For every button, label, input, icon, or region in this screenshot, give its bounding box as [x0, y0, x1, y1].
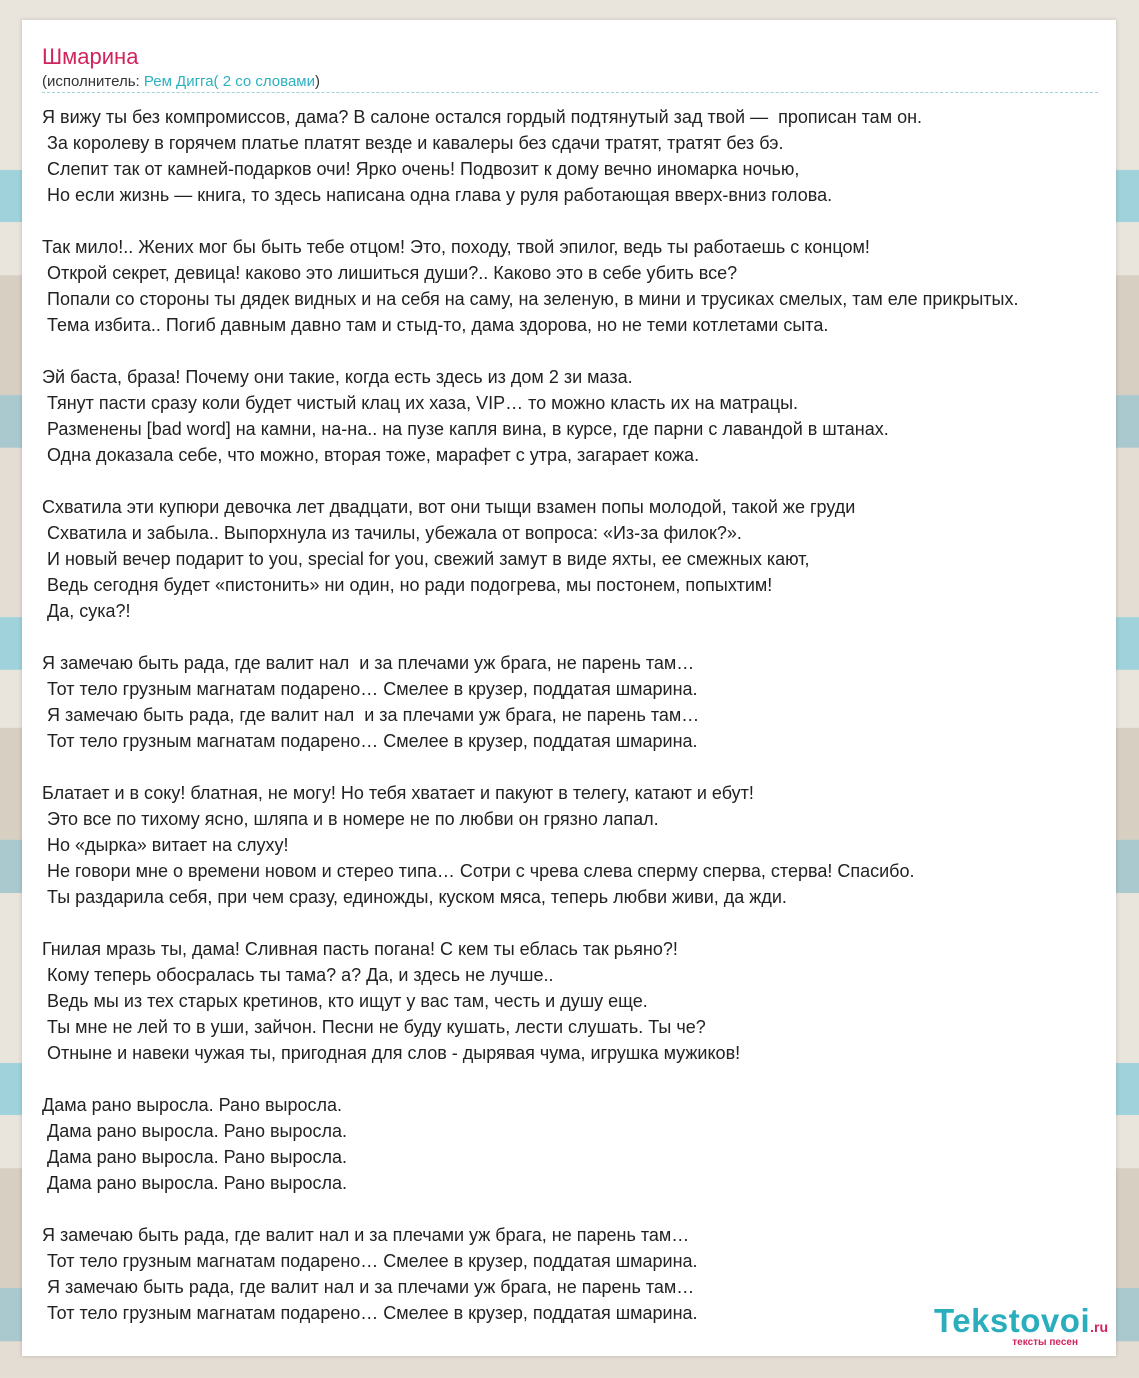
- lyrics-line: Тот тело грузным магнатам подарено… Смелее в крузер, поддатая шмарина.: [42, 1251, 698, 1271]
- lyrics-line: Открой секрет, девица! каково это лишиться души?.. Каково это в себе убить все?: [42, 263, 738, 283]
- lyrics-stanza: [42, 780, 1139, 910]
- lyrics-line: Гнилая мразь ты, дама! Сливная пасть погана! С кем ты еблась так рьяно?!: [42, 939, 678, 959]
- lyrics-line: Тот тело грузным магнатам подарено… Смелее в крузер, поддатая шмарина.: [42, 679, 698, 699]
- lyrics-card: [22, 20, 1116, 1356]
- lyrics-line: Тот тело грузным магнатам подарено… Смелее в крузер, поддатая шмарина.: [42, 1303, 698, 1323]
- lyrics-line: Схватила эти купюри девочка лет двадцати, вот они тыщи взамен попы молодой, такой же груди: [42, 497, 856, 517]
- lyrics-line: Ведь сегодня будет «пистонить» ни один, но ради подогрева, мы постонем, попыхтим!: [42, 575, 773, 595]
- lyrics-line: Это все по тихому ясно, шляпа и в номере не по любви он грязно лапал.: [42, 809, 659, 829]
- artist-link[interactable]: Рем Дигга( 2 со словами: [143, 73, 315, 90]
- performer-line: [42, 72, 320, 92]
- lyrics-line: Ты раздарила себя, при чем сразу, единожды, куском мяса, теперь любви живи, да жди.: [42, 887, 787, 907]
- lyrics-line: Ты мне не лей то в уши, зайчон. Песни не буду кушать, лести слушать. Ты че?: [42, 1017, 706, 1037]
- logo-tld: .ru: [1090, 1319, 1108, 1335]
- lyrics-line: Дама рано выросла. Рано выросла.: [42, 1173, 348, 1193]
- lyrics-line: Эй баста, браза! Почему они такие, когда есть здесь из дом 2 зи маза.: [42, 367, 633, 387]
- lyrics-line: Я вижу ты без компромиссов, дама? В салоне остался гордый подтянутый зад твой — прописан там он.: [42, 107, 923, 127]
- lyrics-line: Я замечаю быть рада, где валит нал и за плечами уж брага, не парень там…: [42, 1225, 690, 1245]
- lyrics-line: Тот тело грузным магнатам подарено… Смелее в крузер, поддатая шмарина.: [42, 731, 698, 751]
- dashed-divider: [42, 92, 1098, 93]
- lyrics-line: Я замечаю быть рада, где валит нал и за плечами уж брага, не парень там…: [42, 653, 695, 673]
- lyrics-line: Одна доказала себе, что можно, вторая тоже, марафет с утра, загарает кожа.: [42, 445, 700, 465]
- lyrics-line: Отныне и навеки чужая ты, пригодная для слов - дырявая чума, игрушка мужиков!: [42, 1043, 741, 1063]
- song-title: Шмарина: [42, 44, 139, 69]
- lyrics-stanza: [42, 494, 1139, 624]
- lyrics-line: Да, сука?!: [42, 601, 131, 621]
- lyrics-line: Дама рано выросла. Рано выросла.: [42, 1121, 348, 1141]
- logo-tagline: тексты песен: [1012, 1337, 1078, 1348]
- lyrics-line: За королеву в горячем платье платят везде и кавалеры без сдачи тратят, тратят без бэ.: [42, 133, 784, 153]
- lyrics-line: Но «дырка» витает на слуху!: [42, 835, 289, 855]
- lyrics-line: Дама рано выросла. Рано выросла.: [42, 1147, 348, 1167]
- lyrics-line: Тема избита.. Погиб давным давно там и стыд-то, дама здорова, но не теми котлетами сыта.: [42, 315, 829, 335]
- lyrics-line: Попали со стороны ты дядек видных и на себя на саму, на зеленую, в мини и трусиках смелых, там еле прикрытых.: [42, 289, 1019, 309]
- lyrics-line: Так мило!.. Жених мог бы быть тебе отцом! Это, походу, твой эпилог, ведь ты работаешь с концом!: [42, 237, 870, 257]
- lyrics-line: И новый вечер подарит to you, special for you, свежий замут в виде яхты, ее смежных кают,: [42, 549, 810, 569]
- lyrics-line: Не говори мне о времени новом и стерео типа… Сотри с чрева слева сперму сперва, стерва! Спасибо.: [42, 861, 915, 881]
- lyrics-line: Я замечаю быть рада, где валит нал и за плечами уж брага, не парень там…: [42, 705, 700, 725]
- lyrics-line: Ведь мы из тех старых кретинов, кто ищут у вас там, честь и душу еще.: [42, 991, 648, 1011]
- lyrics-line: Тянут пасти сразу коли будет чистый клац их хаза, VIP… то можно класть их на матрацы.: [42, 393, 799, 413]
- lyrics-line: Слепит так от камней-подарков очи! Ярко очень! Подвозит к дому вечно иномарка ночью,: [42, 159, 800, 179]
- logo-name: Tekstovoi: [934, 1302, 1091, 1339]
- lyrics-stanza: [42, 650, 1139, 754]
- performer-prefix: (исполнитель:: [42, 73, 144, 90]
- lyrics-stanza: [42, 1092, 1139, 1196]
- performer-suffix: ): [314, 73, 320, 90]
- lyrics-stanza: [42, 104, 1139, 208]
- lyrics-text: [42, 104, 1139, 1352]
- lyrics-line: Дама рано выросла. Рано выросла.: [42, 1095, 343, 1115]
- lyrics-line: Но если жизнь — книга, то здесь написана одна глава у руля работающая вверх-вниз голова.: [42, 185, 833, 205]
- lyrics-stanza: [42, 234, 1139, 338]
- lyrics-line: Разменены [bad word] на камни, на-на.. на пузе капля вина, в курсе, где парни с лавандой в штанах.: [42, 419, 889, 439]
- lyrics-stanza: [42, 364, 1139, 468]
- lyrics-line: Кому теперь обосралась ты тама? а? Да, и здесь не лучше..: [42, 965, 554, 985]
- lyrics-line: Схватила и забыла.. Выпорхнула из тачилы, убежала от вопроса: «Из-за филок?».: [42, 523, 742, 543]
- lyrics-stanza: [42, 936, 1139, 1066]
- lyrics-line: Блатает и в соку! блатная, не могу! Но тебя хватает и пакуют в телегу, катают и ебут!: [42, 783, 754, 803]
- lyrics-line: Я замечаю быть рада, где валит нал и за плечами уж брага, не парень там…: [42, 1277, 695, 1297]
- site-logo[interactable]: [934, 1304, 1108, 1348]
